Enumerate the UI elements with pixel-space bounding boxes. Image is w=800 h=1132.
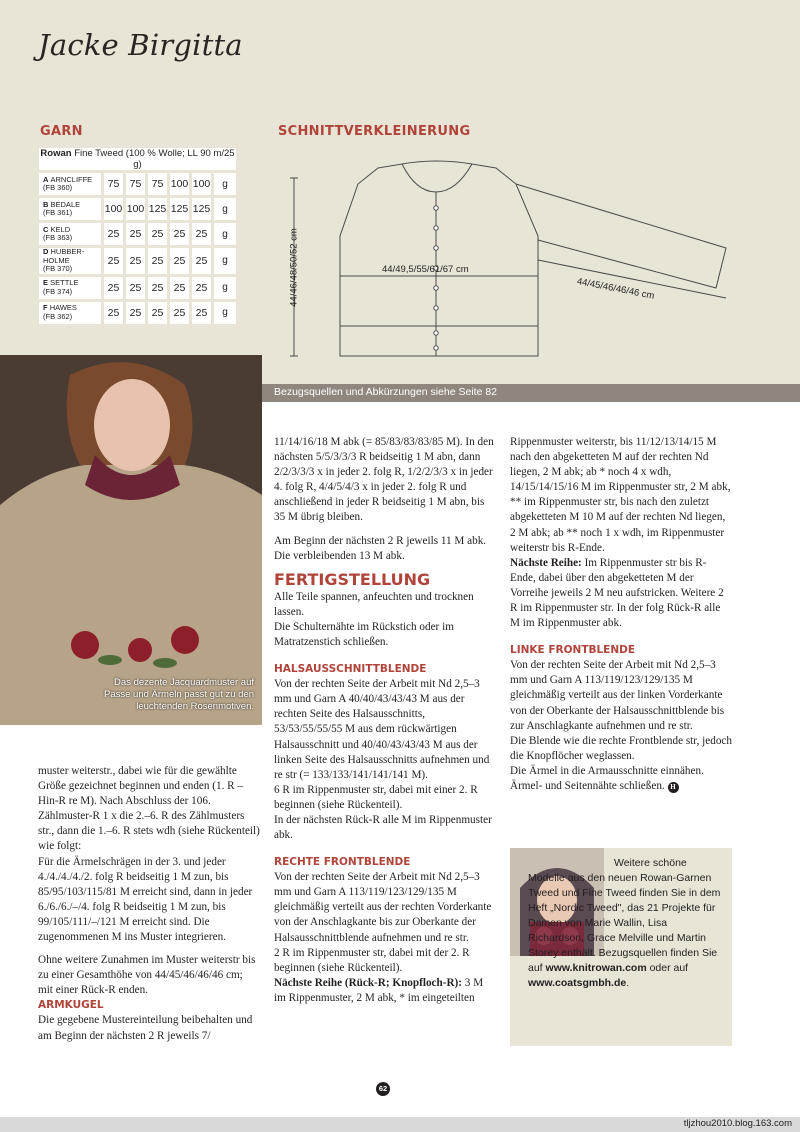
yarn-amount-cell: 125 <box>192 198 211 220</box>
info-bar <box>262 384 800 402</box>
col3-p3: Von der rechten Seite der Arbeit mit Nd 2,5–3 mm und Garn A 113/119/123/129/135 M gleichmäßig verteilt aus der linken Vorderkante von der Oberkante der Halsausschnittblende bis zur Anschlagkante aufnehmen und re str. <box>510 659 725 732</box>
col3-p1: Rippenmuster weiterstr, bis 11/12/13/14/15 M nach den abgeketteten M auf der rechten Nd liegen, 2 M abk; ab * noch 4 x wdh, 14/15/14/15/16 M im Rippenmuster str, 2 M abk, ** im Rippenmuster str, bis nach den zuletzt abgeketteten M 10 M auf der rechten Nd liegen, 2 M abk; ab ** noch 1 x wdh, im Rippenmuster weiterstr bis R-Ende. <box>510 436 731 554</box>
yarn-amount-cell: 25 <box>192 248 211 274</box>
model-photo <box>0 355 262 725</box>
yarn-name-cell: F HAWES (FB 362) <box>39 302 101 324</box>
yarn-name-cell: D HUBBER-HOLME (FB 370) <box>39 248 101 274</box>
yarn-unit-cell: g <box>214 302 236 324</box>
yarn-unit-cell: g <box>214 248 236 274</box>
yarn-table-header: Rowan Fine Tweed (100 % Wolle; LL 90 m/25 g) <box>40 148 235 170</box>
end-mark-icon: H <box>668 782 679 793</box>
yarn-unit-cell: g <box>214 223 236 245</box>
yarn-amount-cell: 125 <box>170 198 189 220</box>
coatsgmbh-link[interactable]: www.coatsgmbh.de <box>528 977 627 989</box>
text-column-1 <box>38 764 260 1044</box>
yarn-row <box>39 198 236 220</box>
yarn-amount-cell: 100 <box>104 198 123 220</box>
col1-p3: Ohne weitere Zunahmen im Muster weiterstr bis zu einer Gesamthöhe von 44/45/46/46/46 cm; mit einer Rück-R enden. <box>38 954 256 997</box>
col3-p2: Nächste Reihe: Im Rippenmuster str bis R-Ende, dabei über den abgeketteten M der Vorreihe jeweils 2 M neu aufstricken. Weitere 2 R im Rippenmuster str. In der folg Rück-R alle M im Rippenmuster abk. <box>510 556 724 630</box>
page-number: 62 <box>376 1082 390 1096</box>
yarn-amount-cell: 25 <box>104 223 123 245</box>
page-title: Jacke Birgitta <box>38 28 243 62</box>
col1-p1: muster weiterstr., dabei wie für die gewählte Größe gezeichnet beginnen und enden (1. R – Hin-R re M). Nach Abschluss der 106. Zählmuster-R 1 x die 2.–6. R des Zählmusters str., dann die 1.–6. R stets wdh (siehe Rückenteil) wie folgt: <box>38 765 260 853</box>
yarn-row <box>39 302 236 324</box>
info-bar-text: Bezugsquellen und Abkürzungen siehe Seite 82 <box>274 386 498 398</box>
yarn-amount-cell: 25 <box>148 248 167 274</box>
yarn-amount-cell: 75 <box>126 173 145 195</box>
garn-heading: GARN <box>40 124 83 139</box>
yarn-amount-cell: 25 <box>170 302 189 324</box>
yarn-row <box>39 277 236 299</box>
height-measure: 44/46/48/50/52 cm <box>288 228 300 307</box>
pattern-schematic <box>276 148 756 378</box>
col2-p1: 11/14/16/18 M abk (= 85/83/83/83/85 M). In den nächsten 5/5/3/3/3 R beidseitig 1 M abn, dann 2/2/3/3/3 x in jeder 2. folg R, 1/2/2/3/3 x in jeder 4. folg R, 4/4/5/4/3 x in jeder 2. folg R und anschließend in jeder R beidseitig 1 M abn, bis 35 M übrig bleiben. <box>274 436 494 524</box>
yarn-row <box>39 248 236 274</box>
col2-p4: Die Schulternähte im Rückstich oder im Matratzenstich schließen. <box>274 620 454 649</box>
yarn-amount-cell: 25 <box>170 277 189 299</box>
width-measure: 44/49,5/55/61/67 cm <box>382 264 469 275</box>
yarn-amount-cell: 25 <box>126 302 145 324</box>
photo-illustration <box>0 355 262 725</box>
linke-frontblende-heading: LINKE FRONTBLENDE <box>510 644 636 657</box>
sleeve-measure: 44/45/46/46/46 cm <box>575 276 656 302</box>
yarn-amount-cell: 100 <box>192 173 211 195</box>
yarn-amount-cell: 25 <box>126 277 145 299</box>
yarn-row <box>39 173 236 195</box>
yarn-table <box>36 145 262 327</box>
halsausschnittblende-heading: HALSAUSSCHNITTBLENDE <box>274 663 427 676</box>
footer-bar <box>0 1117 800 1132</box>
col2-p7: In der nächsten Rück-R alle M im Rippenmuster abk. <box>274 813 492 842</box>
col2-p3: Alle Teile spannen, anfeuchten und trocknen lassen. <box>274 590 474 618</box>
col1-p4: Die gegebene Mustereinteilung beibehalten und am Beginn der nächsten 2 R jeweils 7/ <box>38 1014 253 1042</box>
yarn-amount-cell: 25 <box>126 248 145 274</box>
yarn-amount-cell: 25 <box>126 223 145 245</box>
yarn-amount-cell: 125 <box>148 198 167 220</box>
col2-p5: Von der rechten Seite der Arbeit mit Nd 2,5–3 mm und Garn A 40/40/43/43/43 M aus der rechten Seite des Halsausschnitts, 53/53/55/55/55 M aus dem rückwärtigen Halsausschnitt und 40/40/43/43/43 M aus der linken Seite des Halsausschnitts aufnehmen und re str (= 133/133/141/141/141 M). <box>274 678 490 781</box>
yarn-amount-cell: 75 <box>148 173 167 195</box>
yarn-amount-cell: 25 <box>170 223 189 245</box>
col2-p2: Am Beginn der nächsten 2 R jeweils 11 M abk. Die verbleibenden 13 M abk. <box>274 534 487 562</box>
yarn-amount-cell: 25 <box>192 223 211 245</box>
yarn-unit-cell: g <box>214 277 236 299</box>
text-column-2 <box>274 435 496 1006</box>
yarn-amount-cell: 100 <box>170 173 189 195</box>
yarn-amount-cell: 25 <box>148 277 167 299</box>
schnitt-heading: SCHNITTVERKLEINERUNG <box>278 124 471 139</box>
yarn-amount-cell: 25 <box>148 223 167 245</box>
yarn-unit-cell: g <box>214 198 236 220</box>
col2-p9: 2 R im Rippenmuster str, dabei mit der 2. R beginnen (siehe Rückenteil). <box>274 946 470 974</box>
yarn-amount-cell: 25 <box>192 302 211 324</box>
armkugel-heading: ARMKUGEL <box>38 999 104 1012</box>
yarn-amount-cell: 25 <box>104 248 123 274</box>
fertigstellung-heading: FERTIGSTELLUNG <box>274 569 431 589</box>
schematic-body <box>340 164 538 356</box>
promo-text: Weitere schöne Modelle aus den neuen Rowan-Garnen Tweed und Fine Tweed finden Sie in dem Heft „Nordic Tweed", das 21 Projekte für Damen von Marie Wallin, Lisa Richardson, Grace Melville und Martin Storey enthält. Bezugsquellen finden Sie auf www.knitrowan.com oder auf www.coatsgmbh.de. <box>528 857 721 989</box>
yarn-amount-cell: 25 <box>104 302 123 324</box>
yarn-name-cell: E SETTLE (FB 374) <box>39 277 101 299</box>
yarn-name-cell: B BEDALE (FB 361) <box>39 198 101 220</box>
knitrowan-link[interactable]: www.knitrowan.com <box>545 962 647 974</box>
yarn-name-cell: C KELD (FB 363) <box>39 223 101 245</box>
col2-p6: 6 R im Rippenmuster str, dabei mit einer 2. R beginnen (siehe Rückenteil). <box>274 783 478 811</box>
text-column-3 <box>510 435 732 794</box>
yarn-amount-cell: 100 <box>126 198 145 220</box>
yarn-row <box>39 223 236 245</box>
photo-caption: Das dezente Jacquardmuster auf Passe und Ärmeln passt gut zu den leuchtenden Rosenmotiven. <box>104 677 254 712</box>
col2-p8: Von der rechten Seite der Arbeit mit Nd 2,5–3 mm und Garn A 113/119/123/129/135 M gleichmäßig verteilt aus der rechten Vorderkante von der Anschlagkante bis zur Oberkante der Halsausschnittblende aufnehmen und re str. <box>274 871 492 944</box>
col1-p2: Für die Ärmelschrägen in der 3. und jeder 4./4./4./4./2. folg R beidseitig 1 M zun, bis 85/95/103/115/81 M erreicht sind, dann in jeder 6./6./6./–/4. folg R beidseitig 1 M zun, bis 99/105/111/–/121 M erreicht sind. Die zugenommenen M ins Muster integrieren. <box>38 855 253 944</box>
watermark: tljzhou2010.blog.163.com <box>683 1118 792 1129</box>
yarn-amount-cell: 25 <box>192 277 211 299</box>
yarn-amount-cell: 75 <box>104 173 123 195</box>
col2-p10: Nächste Reihe (Rück-R; Knopfloch-R): 3 M im Rippenmuster, 2 M abk, * im eingeteilten <box>274 976 484 1004</box>
col3-p4: Die Blende wie die rechte Frontblende str, jedoch die Knopflöcher weglassen. <box>510 734 732 762</box>
yarn-amount-cell: 25 <box>148 302 167 324</box>
yarn-amount-cell: 25 <box>170 248 189 274</box>
schematic-sleeve <box>516 184 726 288</box>
yarn-name-cell: A ARNCLIFFE (FB 360) <box>39 173 101 195</box>
yarn-unit-cell: g <box>214 173 236 195</box>
rechte-frontblende-heading: RECHTE FRONTBLENDE <box>274 856 411 869</box>
yarn-amount-cell: 25 <box>104 277 123 299</box>
col3-p5: Die Ärmel in die Armausschnitte einnähen. Ärmel- und Seitennähte schließen. H <box>510 764 704 792</box>
promo-box <box>510 848 732 1046</box>
